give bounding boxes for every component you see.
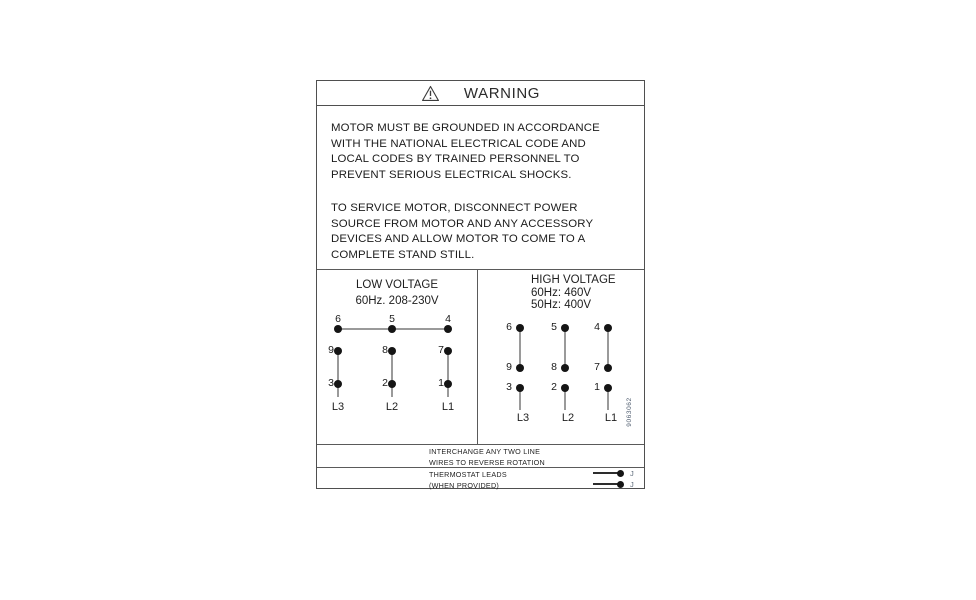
terminal-number: 1 bbox=[594, 381, 600, 393]
terminal-dot bbox=[516, 364, 524, 372]
connector-line bbox=[607, 328, 609, 368]
terminal-number: 6 bbox=[335, 313, 341, 325]
lead-label: J bbox=[630, 468, 634, 478]
grounding-warning-paragraph bbox=[331, 121, 600, 183]
lead-terminal-dot bbox=[617, 481, 624, 488]
warning-triangle-icon bbox=[421, 85, 440, 102]
motor-warning-label bbox=[316, 80, 645, 489]
terminal-dot bbox=[444, 325, 452, 333]
warning-text-line: WITH THE NATIONAL ELECTRICAL CODE AND bbox=[331, 137, 586, 150]
terminal-dot bbox=[516, 384, 524, 392]
terminal-dot bbox=[604, 364, 612, 372]
terminal-dot bbox=[561, 384, 569, 392]
thermostat-leads-line: THERMOSTAT LEADS bbox=[429, 470, 507, 479]
terminal-dot bbox=[444, 380, 452, 388]
terminal-number: 4 bbox=[594, 321, 600, 333]
warning-text-line: COMPLETE STAND STILL. bbox=[331, 248, 475, 261]
warning-text-line: TO SERVICE MOTOR, DISCONNECT POWER bbox=[331, 202, 578, 214]
connector-line bbox=[391, 351, 393, 397]
terminal-number: 9 bbox=[506, 361, 512, 373]
thermostat-lead-symbol bbox=[593, 480, 634, 488]
line-label: L3 bbox=[331, 401, 345, 413]
terminal-dot bbox=[334, 380, 342, 388]
terminal-dot bbox=[388, 325, 396, 333]
terminal-number: 4 bbox=[445, 313, 451, 325]
warning-text-line: SOURCE FROM MOTOR AND ANY ACCESSORY bbox=[331, 217, 594, 230]
low-voltage-subtitle: 60Hz. 208-230V bbox=[355, 295, 439, 307]
warning-title: WARNING bbox=[463, 84, 541, 102]
terminal-number: 3 bbox=[328, 377, 334, 389]
low-voltage-panel bbox=[317, 270, 478, 444]
line-label: L2 bbox=[385, 401, 399, 413]
line-label: L1 bbox=[604, 412, 618, 424]
rotation-note-row bbox=[317, 445, 644, 467]
terminal-number: 9 bbox=[328, 344, 334, 356]
lead-label: J bbox=[630, 479, 634, 489]
warning-text-line: PREVENT SERIOUS ELECTRICAL SHOCKS. bbox=[331, 168, 572, 181]
high-voltage-subtitle-50hz: 50Hz: 400V bbox=[531, 299, 592, 312]
high-voltage-subtitle-60hz: 60Hz: 460V bbox=[531, 286, 592, 299]
lead-wire-line bbox=[593, 472, 618, 474]
high-voltage-heading bbox=[531, 274, 616, 312]
connector-line bbox=[447, 351, 449, 397]
warning-text-line: DEVICES AND ALLOW MOTOR TO COME TO A bbox=[331, 233, 586, 246]
lead-terminal-dot bbox=[617, 470, 624, 477]
connector-line bbox=[564, 328, 566, 368]
thermostat-lead-symbol bbox=[593, 469, 634, 477]
connector-line bbox=[337, 351, 339, 397]
line-label: L1 bbox=[441, 401, 455, 413]
terminal-dot bbox=[561, 364, 569, 372]
warning-header bbox=[317, 81, 644, 106]
thermostat-leads-row bbox=[317, 467, 644, 489]
terminal-dot bbox=[604, 324, 612, 332]
warning-text-line: LOCAL CODES BY TRAINED PERSONNEL TO bbox=[331, 153, 580, 166]
rotation-note-line: INTERCHANGE ANY TWO LINE bbox=[429, 447, 541, 456]
terminal-number: 7 bbox=[438, 344, 444, 356]
terminal-number: 8 bbox=[551, 361, 557, 373]
voltage-diagrams-section bbox=[317, 269, 644, 445]
label-part-number: 9063062 bbox=[626, 397, 633, 427]
terminal-dot bbox=[444, 347, 452, 355]
service-warning-paragraph bbox=[331, 201, 593, 263]
terminal-number: 5 bbox=[551, 321, 557, 333]
low-voltage-title: LOW VOLTAGE bbox=[355, 279, 438, 291]
terminal-number: 1 bbox=[438, 377, 444, 389]
terminal-number: 7 bbox=[594, 361, 600, 373]
connector-line bbox=[519, 328, 521, 368]
terminal-number: 2 bbox=[382, 377, 388, 389]
warning-text-line: MOTOR MUST BE GROUNDED IN ACCORDANCE bbox=[331, 122, 600, 134]
terminal-number: 6 bbox=[506, 321, 512, 333]
lead-wire-line bbox=[593, 483, 618, 485]
terminal-dot bbox=[388, 380, 396, 388]
terminal-dot bbox=[604, 384, 612, 392]
line-label: L3 bbox=[516, 412, 530, 424]
terminal-number: 5 bbox=[389, 313, 395, 325]
terminal-number: 2 bbox=[551, 381, 557, 393]
rotation-note-line: WIRES TO REVERSE ROTATION bbox=[429, 457, 545, 467]
terminal-dot bbox=[334, 347, 342, 355]
terminal-dot bbox=[388, 347, 396, 355]
line-label: L2 bbox=[561, 412, 575, 424]
terminal-number: 3 bbox=[506, 381, 512, 393]
thermostat-leads-line: (WHEN PROVIDED) bbox=[429, 480, 500, 490]
terminal-dot bbox=[516, 324, 524, 332]
high-voltage-panel bbox=[478, 270, 644, 444]
terminal-dot bbox=[561, 324, 569, 332]
high-voltage-title: HIGH VOLTAGE bbox=[531, 274, 616, 286]
terminal-number: 8 bbox=[382, 344, 388, 356]
terminal-dot bbox=[334, 325, 342, 333]
